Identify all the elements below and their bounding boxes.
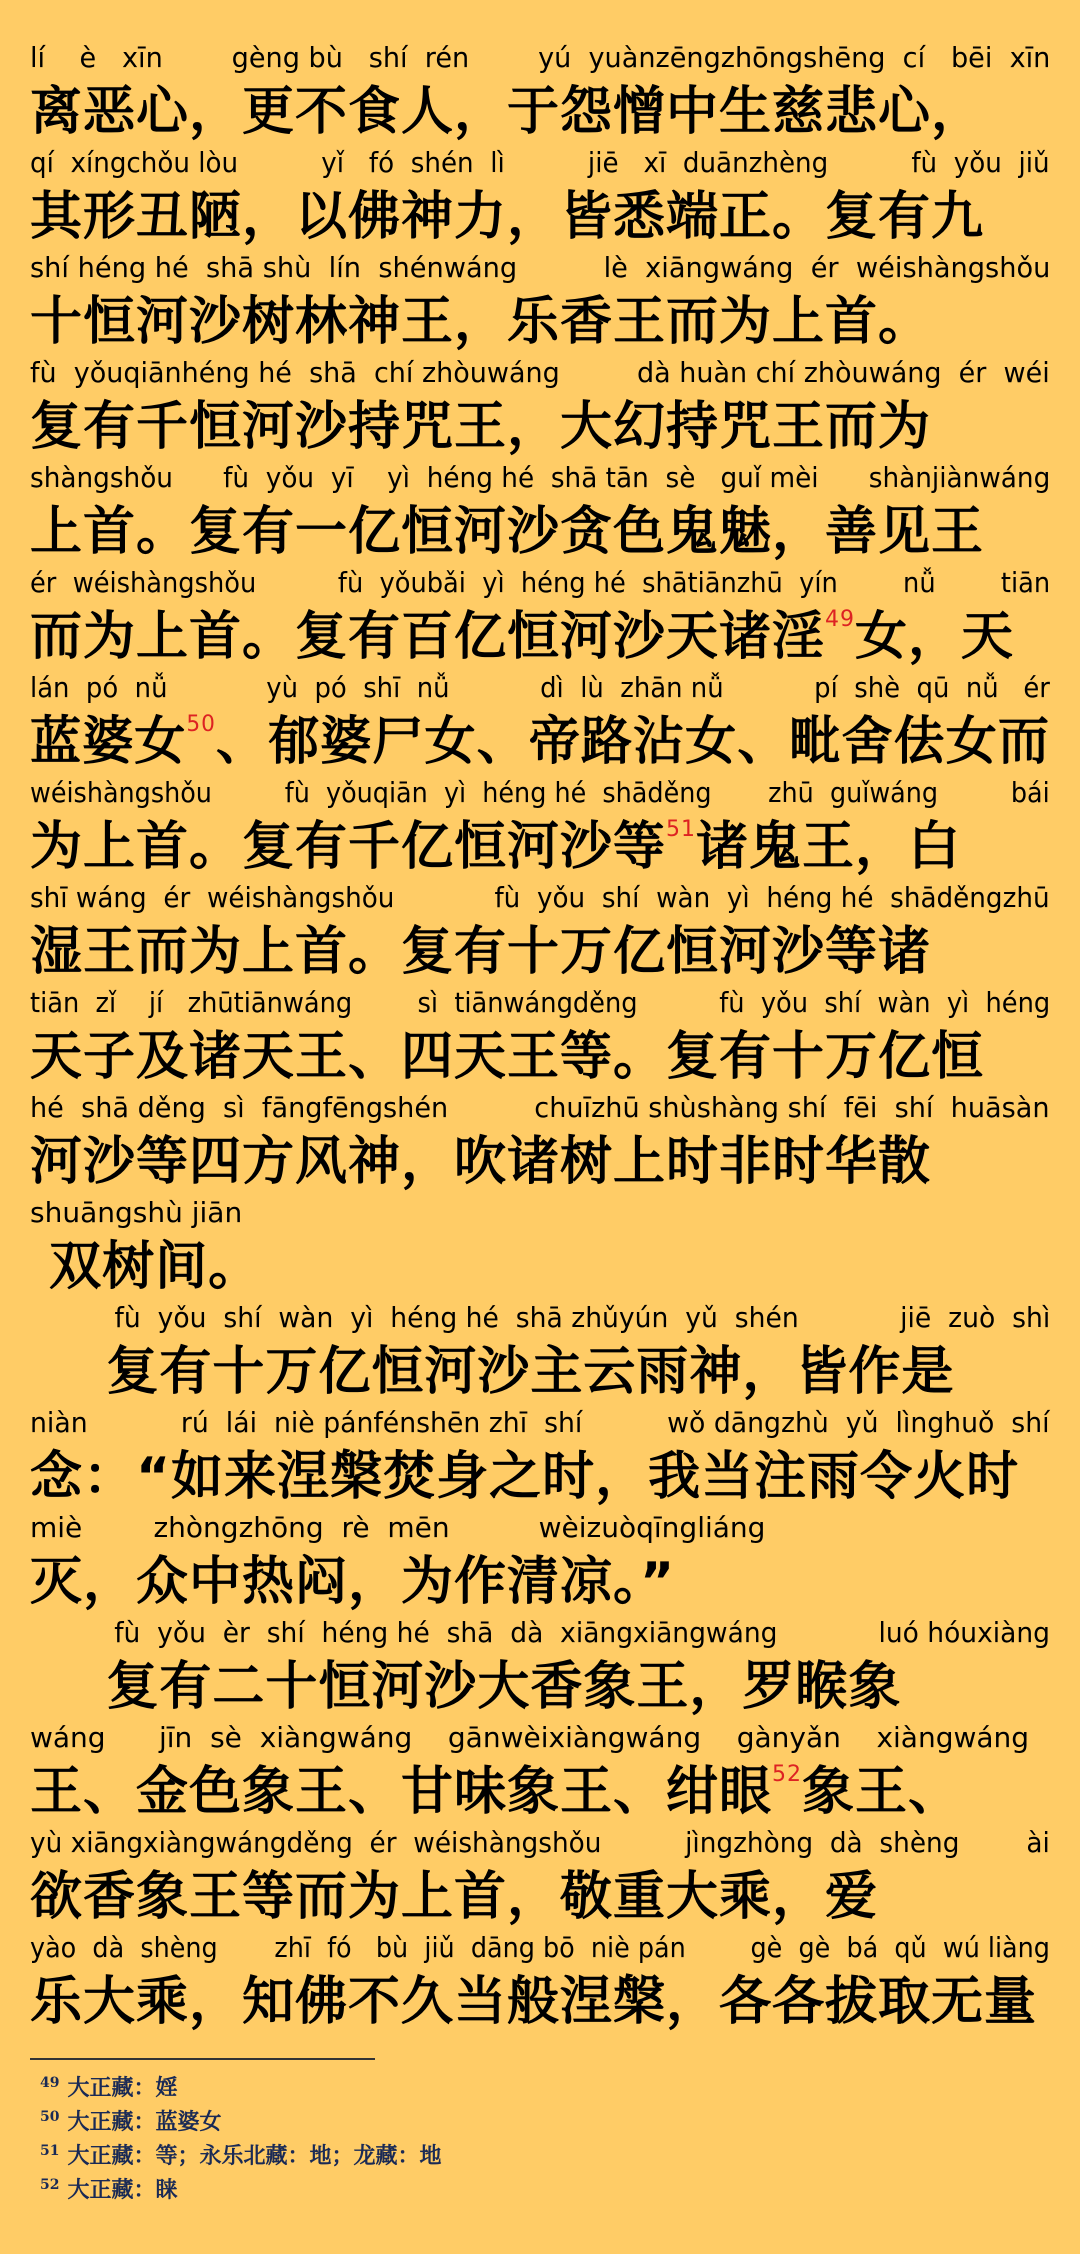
footnote-number: 50 xyxy=(40,2109,60,2125)
hanzi-line xyxy=(30,1653,901,1721)
text-line xyxy=(30,670,1050,780)
hanzi-segment: 诸鬼王，白 xyxy=(696,817,962,877)
pinyin-annotation: niàn rú lái niè pánfénshēn zhī shí wǒ dāngzhù yǔ lìnghuǒ shí xyxy=(30,1406,1050,1439)
footnote-number: 49 xyxy=(40,2075,60,2091)
pinyin-annotation: wáng jīn sè xiàngwáng gānwèixiàngwáng gànyǎn xiàngwáng xyxy=(30,1721,1030,1754)
footnote xyxy=(40,2100,222,2134)
hanzi-segment: 天子及诸天王、四天王等。复有十万亿恒 xyxy=(30,1027,985,1087)
footnote-marker: 50 xyxy=(186,712,216,737)
text-line xyxy=(30,880,1050,990)
hanzi-segment: 双树间。 xyxy=(30,1237,262,1297)
footnote-marker: 51 xyxy=(666,817,697,842)
text-line xyxy=(30,145,1050,255)
hanzi-segment: 复有二十恒河沙大香象王，罗睺象 xyxy=(30,1657,902,1717)
pinyin-annotation: tiān zǐ jí zhūtiānwáng sì tiānwángděng fù yǒu shí wàn yì héng xyxy=(30,986,1051,1019)
footnote-marker: 49 xyxy=(825,607,856,632)
hanzi-segment: 灭，众中热闷，为作清凉。” xyxy=(30,1552,676,1612)
text-line xyxy=(30,460,1050,570)
pinyin-annotation: qí xíngchǒu lòu yǐ fó shén lì jiē xī duānzhèng fù yǒu jiǔ xyxy=(30,146,1050,179)
footnote-text: 大正藏：等；永乐北藏：地；龙藏：地 xyxy=(67,2143,442,2169)
text-line xyxy=(30,1825,1050,1935)
hanzi-segment: 复有十万亿恒河沙主云雨神，皆作是 xyxy=(30,1342,955,1402)
hanzi-segment: 女，天 xyxy=(855,607,1015,667)
hanzi-segment: 其形丑陋，以佛神力，皆悉端正。复有九 xyxy=(30,187,985,247)
pinyin-annotation: fù yǒu èr shí héng hé shā dà xiāngxiāngwáng luó hóuxiàng xyxy=(30,1616,1050,1649)
hanzi-segment: 念：“如来涅槃焚身之时，我当注雨令火时 xyxy=(30,1447,1020,1507)
pinyin-annotation: ér wéishàngshǒu fù yǒubǎi yì héng hé shātiānzhū yín nǚ tiān xyxy=(30,566,1051,599)
pinyin-annotation: yào dà shèng zhī fó bù jiǔ dāng bō niè pán gè gè bá qǔ wú liàng xyxy=(30,1931,1050,1964)
pinyin-annotation: fù yǒu shí wàn yì héng hé shā zhǔyún yǔ shén jiē zuò shì xyxy=(30,1301,1051,1334)
hanzi-line xyxy=(30,393,931,461)
pinyin-annotation: yù xiāngxiàngwángděng ér wéishàngshǒu jìngzhòng dà shèng ài xyxy=(30,1826,1050,1859)
pinyin-annotation: lí è xīn gèng bù shí rén yú yuànzēngzhōngshēng cí bēi xīn xyxy=(30,41,1051,74)
footnote xyxy=(40,2134,442,2168)
hanzi-line xyxy=(30,1443,1019,1511)
footnote-text: 大正藏：蓝婆女 xyxy=(67,2109,222,2135)
hanzi-segment: 复有千恒河沙持咒王，大幻持咒王而为 xyxy=(30,397,932,457)
text-line xyxy=(30,1195,1050,1305)
hanzi-segment: 象王、 xyxy=(802,1762,962,1822)
hanzi-segment: 而为上首。复有百亿恒河沙天诸淫 xyxy=(30,607,826,667)
text-line xyxy=(30,1510,1050,1620)
text-line xyxy=(30,355,1050,465)
hanzi-line xyxy=(30,498,984,566)
pinyin-annotation: miè zhòngzhōng rè mēn wèizuòqīngliáng xyxy=(30,1511,766,1544)
pinyin-annotation: hé shā děng sì fāngfēngshén chuīzhū shùshàng shí fēi shí huāsàn xyxy=(30,1091,1050,1124)
footnote xyxy=(40,2168,178,2202)
hanzi-segment: 蓝婆女 xyxy=(30,712,187,772)
footnote-text: 大正藏：睐 xyxy=(67,2177,178,2203)
hanzi-line xyxy=(30,708,1050,776)
footnote-number: 51 xyxy=(40,2143,60,2159)
text-line xyxy=(30,1930,1050,2040)
pinyin-annotation: shàngshǒu fù yǒu yī yì héng hé shā tān sè guǐ mèi shànjiànwáng xyxy=(30,461,1051,494)
text-line xyxy=(30,565,1050,675)
hanzi-line xyxy=(30,78,984,146)
text-line xyxy=(30,1615,1050,1725)
hanzi-line xyxy=(30,288,931,356)
text-line xyxy=(30,775,1050,885)
text-line xyxy=(30,40,1050,150)
text-line xyxy=(30,1405,1050,1515)
text-line xyxy=(30,1090,1050,1200)
hanzi-segment: 十恒河沙树林神王，乐香王而为上首。 xyxy=(30,292,932,352)
text-line xyxy=(30,1720,1050,1830)
hanzi-segment: 上首。复有一亿恒河沙贪色鬼魅，善见王 xyxy=(30,502,985,562)
hanzi-segment: 河沙等四方风神，吹诸树上时非时华散 xyxy=(30,1132,932,1192)
hanzi-segment: 离恶心，更不食人，于怨憎中生慈悲心， xyxy=(30,82,985,142)
hanzi-segment: 乐大乘，知佛不久当般涅槃，各各拔取无量 xyxy=(30,1972,1038,2032)
footnote-divider xyxy=(30,2058,375,2060)
footnote-number: 52 xyxy=(40,2177,60,2193)
hanzi-line xyxy=(30,1863,878,1931)
footnote xyxy=(40,2066,178,2100)
hanzi-line xyxy=(30,603,1014,671)
hanzi-line xyxy=(30,813,961,881)
hanzi-line xyxy=(30,1548,675,1616)
text-line xyxy=(30,985,1050,1095)
hanzi-line xyxy=(30,1233,261,1301)
hanzi-segment: 、郁婆尸女、帝路沾女、毗舍佉女而 xyxy=(215,712,1051,772)
pinyin-annotation: shí héng hé shā shù lín shénwáng lè xiāngwáng ér wéishàngshǒu xyxy=(30,251,1051,284)
pinyin-annotation: shuāngshù jiān xyxy=(30,1196,243,1229)
footnote-marker: 52 xyxy=(772,1762,803,1787)
pinyin-annotation: wéishàngshǒu fù yǒuqiān yì héng hé shāděng zhū guǐwáng bái xyxy=(30,776,1050,809)
hanzi-line xyxy=(30,918,931,986)
hanzi-segment: 欲香象王等而为上首，敬重大乘，爱 xyxy=(30,1867,879,1927)
hanzi-line xyxy=(30,183,984,251)
pinyin-annotation: fù yǒuqiānhéng hé shā chí zhòuwáng dà huàn chí zhòuwáng ér wéi xyxy=(30,356,1050,389)
footnote-text: 大正藏：婬 xyxy=(67,2075,178,2101)
text-line xyxy=(30,1300,1050,1410)
hanzi-line xyxy=(30,1128,931,1196)
hanzi-line xyxy=(30,1968,1037,2036)
hanzi-segment: 为上首。复有千亿恒河沙等 xyxy=(30,817,667,877)
pinyin-annotation: lán pó nǚ yù pó shī nǚ dì lù zhān nǚ pí shè qū nǚ ér xyxy=(30,671,1050,704)
hanzi-line xyxy=(30,1338,954,1406)
hanzi-segment: 王、金色象王、甘味象王、绀眼 xyxy=(30,1762,773,1822)
hanzi-segment: 湿王而为上首。复有十万亿恒河沙等诸 xyxy=(30,922,932,982)
hanzi-line xyxy=(30,1023,984,1091)
hanzi-line xyxy=(30,1758,961,1826)
text-line xyxy=(30,250,1050,360)
pinyin-annotation: shī wáng ér wéishàngshǒu fù yǒu shí wàn yì héng hé shāděngzhū xyxy=(30,881,1050,914)
